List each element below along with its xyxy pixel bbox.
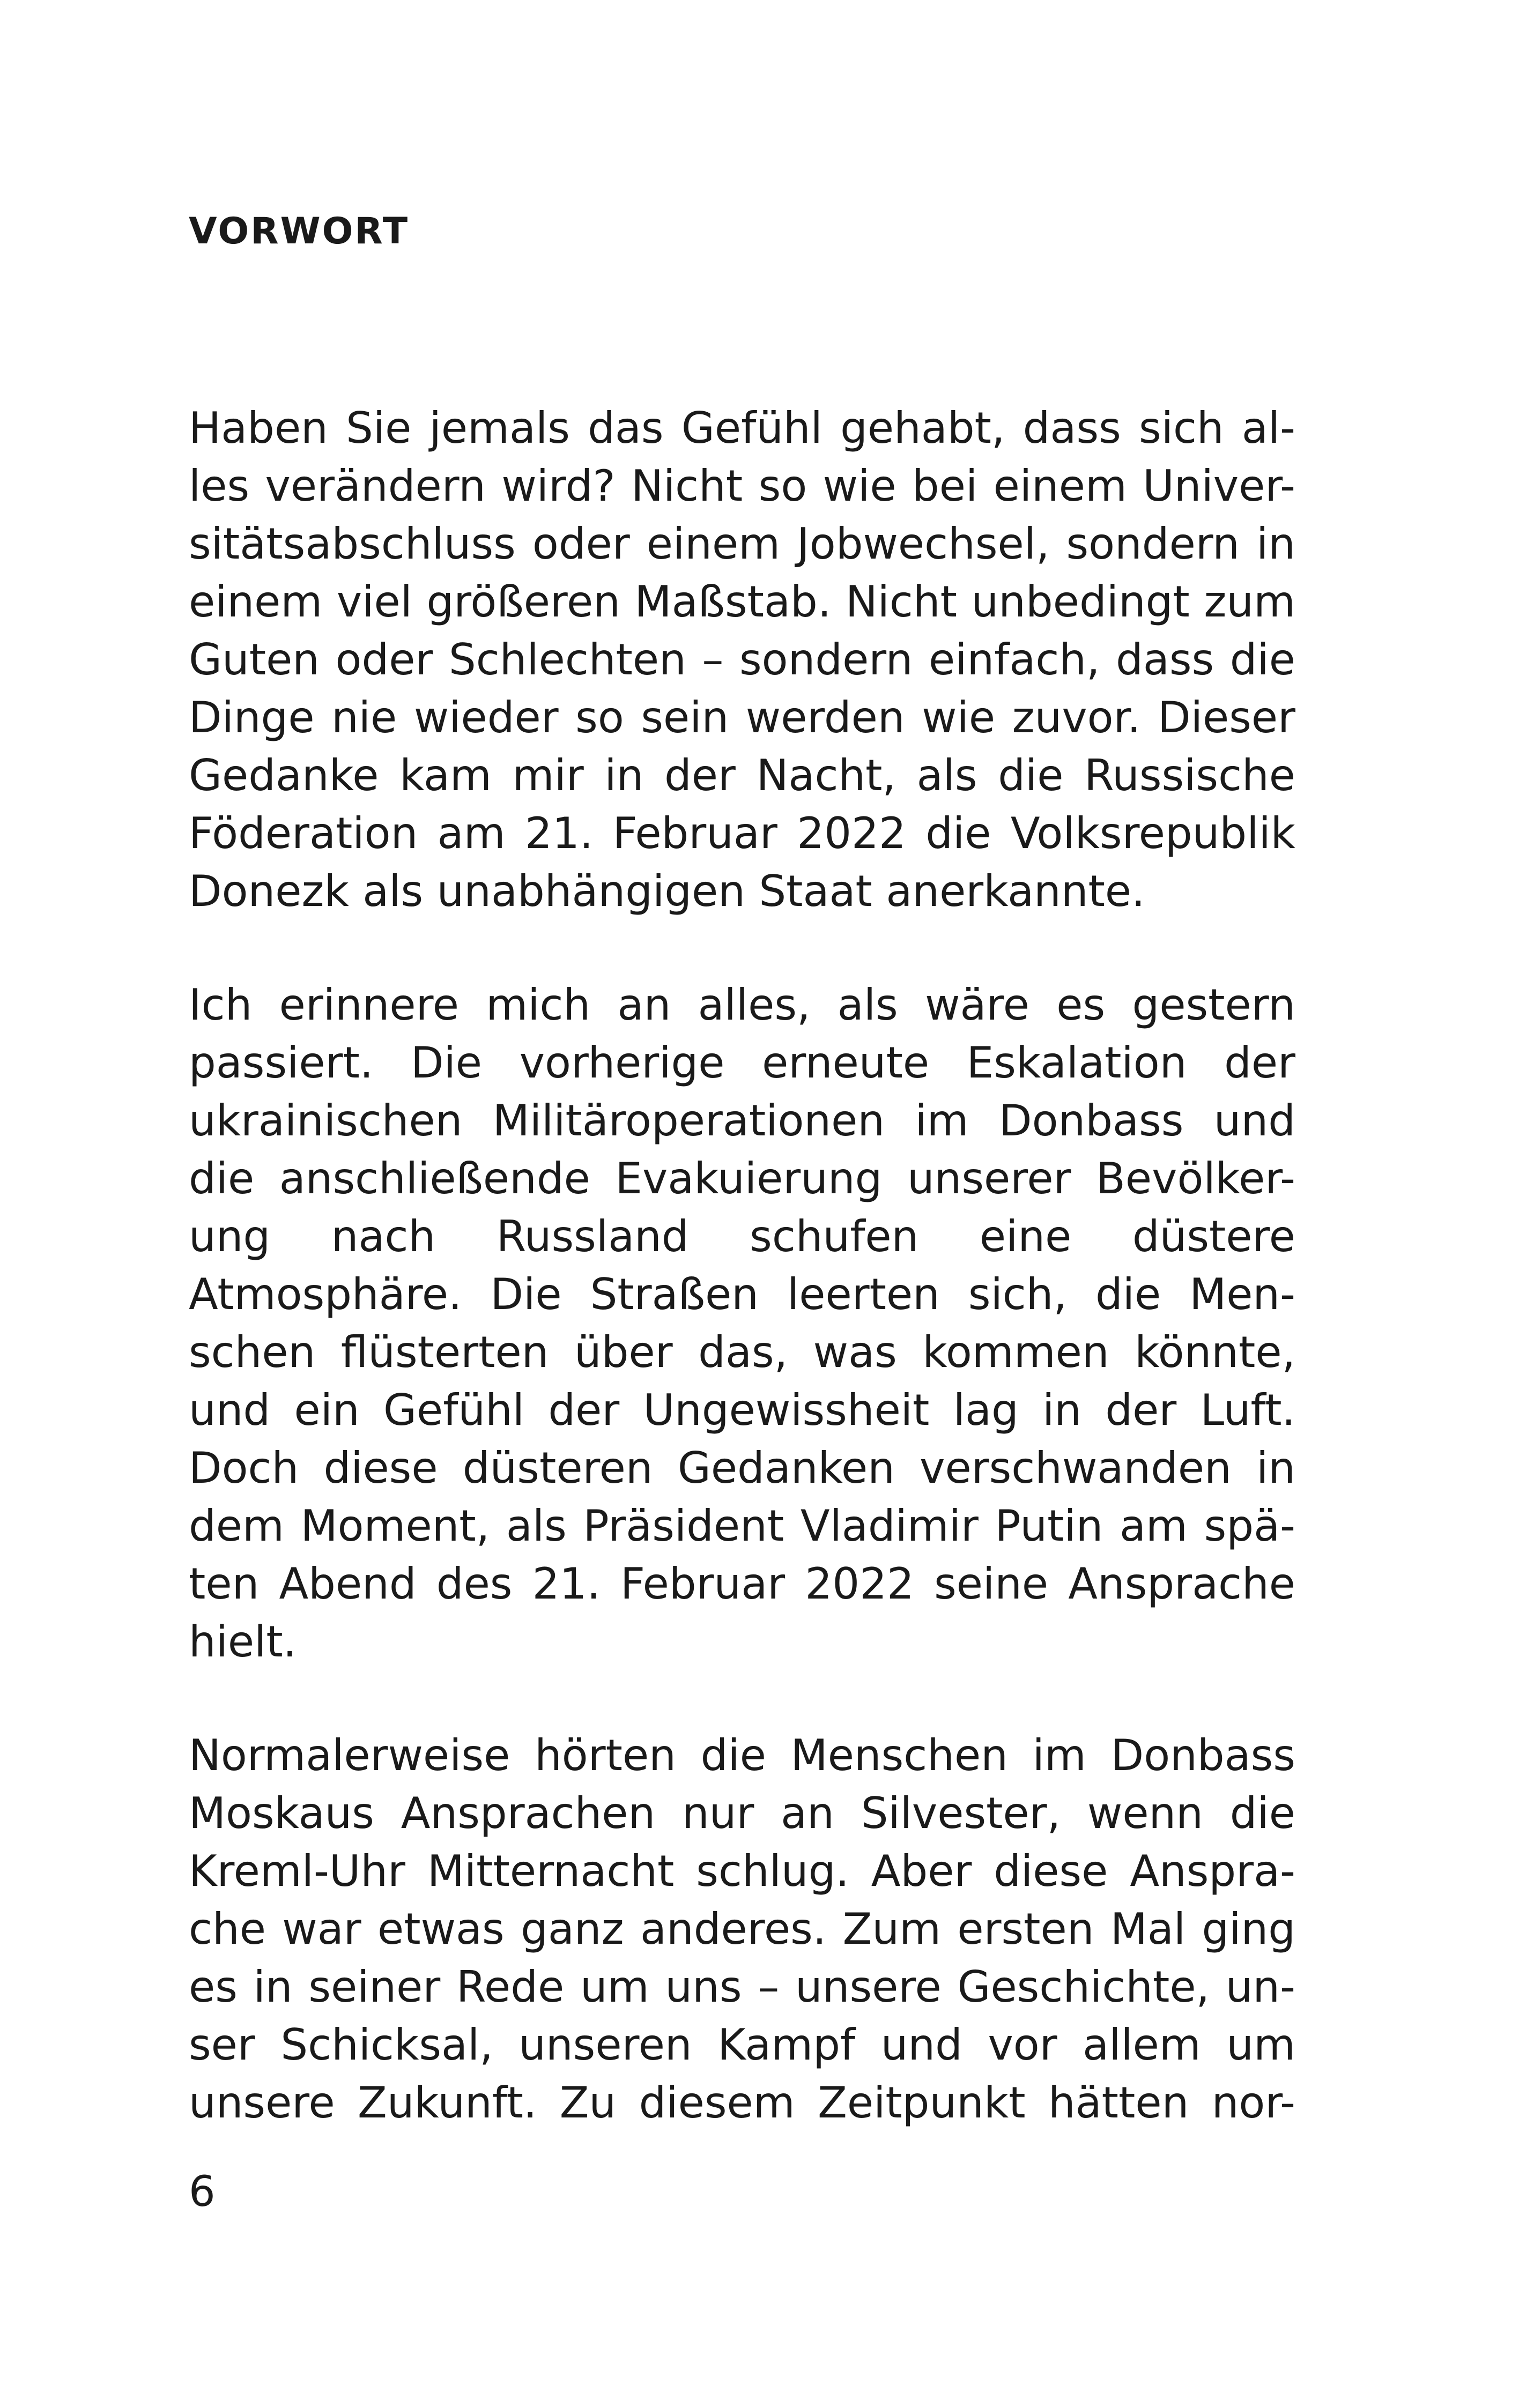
text-line: es in seiner Rede um uns – unsere Geschichte, un- <box>189 1962 1295 2012</box>
text-line: Moskaus Ansprachen nur an Silvester, wenn die <box>189 1788 1295 1838</box>
text-line: und ein Gefühl der Ungewissheit lag in der Luft. <box>189 1385 1295 1435</box>
paragraph-2 <box>189 976 1295 1671</box>
text-line: Dinge nie wieder so sein werden wie zuvor. Dieser <box>189 693 1295 742</box>
text-line: dem Moment, als Präsident Vladimir Putin am spä- <box>189 1501 1295 1551</box>
paragraph-3 <box>189 1727 1295 2132</box>
text-line: Doch diese düsteren Gedanken verschwanden in <box>189 1443 1295 1493</box>
text-line: Gedanke kam mir in der Nacht, als die Russische <box>189 750 1295 800</box>
text-line: unsere Zukunft. Zu diesem Zeitpunkt hätten nor- <box>189 2078 1295 2128</box>
text-line: Donezk als unabhängigen Staat anerkannte. <box>189 866 1145 916</box>
text-line: schen flüsterten über das, was kommen könnte, <box>189 1327 1295 1377</box>
text-line: Ich erinnere mich an alles, als wäre es gestern <box>189 980 1295 1030</box>
text-line: sitätsabschluss oder einem Jobwechsel, sondern in <box>189 519 1295 569</box>
text-line: Föderation am 21. Februar 2022 die Volksrepublik <box>189 808 1295 858</box>
text-line: Guten oder Schlechten – sondern einfach, dass die <box>189 635 1295 685</box>
chapter-heading: VORWORT <box>189 210 410 252</box>
text-line: Atmosphäre. Die Straßen leerten sich, die Men- <box>189 1269 1295 1319</box>
text-line: passiert. Die vorherige erneute Eskalation der <box>189 1038 1295 1088</box>
text-line: einem viel größeren Maßstab. Nicht unbedingt zum <box>189 577 1295 627</box>
text-line: ukrainischen Militäroperationen im Donbass und <box>189 1096 1295 1146</box>
text-line: Haben Sie jemals das Gefühl gehabt, dass sich al- <box>189 403 1295 453</box>
body-text <box>189 399 1295 2188</box>
text-line: Kreml-Uhr Mitternacht schlug. Aber diese Anspra- <box>189 1846 1295 1896</box>
text-line: ten Abend des 21. Februar 2022 seine Ansprache <box>189 1559 1295 1609</box>
text-line: hielt. <box>189 1617 297 1667</box>
text-line: les verändern wird? Nicht so wie bei einem Univer- <box>189 461 1295 511</box>
paragraph-1 <box>189 399 1295 920</box>
text-line: ung nach Russland schufen eine düstere <box>189 1212 1295 1261</box>
text-line: che war etwas ganz anderes. Zum ersten Mal ging <box>189 1904 1295 1954</box>
text-line: ser Schicksal, unseren Kampf und vor allem um <box>189 2020 1295 2070</box>
page-number: 6 <box>189 2168 216 2216</box>
text-line: die anschließende Evakuierung unserer Bevölker- <box>189 1154 1295 1203</box>
text-line: Normalerweise hörten die Menschen im Donbass <box>189 1730 1295 1780</box>
